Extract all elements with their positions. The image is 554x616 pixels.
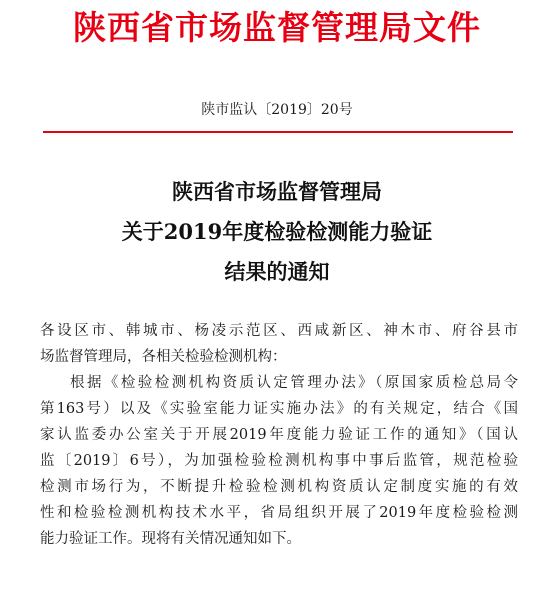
body-line-8: 性和检验检测机构技术水平，省局组织开展了2019年度检验检测 [40,505,518,521]
body-line-5: 家认监委办公室关于开展2019年度能力验证工作的通知》（国认 [40,427,518,443]
document-title [0,172,554,292]
body-line-4: 第163号）以及《实验室能力证实施办法》的有关规定，结合《国 [40,401,518,417]
body-line-6: 监〔2019〕6号），为加强检验检测机构事中事后监管，规范检验 [40,453,518,469]
title-line-3: 结果的通知 [224,259,330,284]
body-line-1: 各设区市、韩城市、杨凌示范区、西咸新区、神木市、府谷县市 [40,323,518,339]
body-line-9: 能力验证工作。现将有关情况通知如下。 [40,531,301,547]
title-line-1: 陕西省市场监督管理局 [172,179,382,204]
issuer-header: 陕西省市场监督管理局文件 [73,8,481,47]
body-line-7: 检测市场行为，不断提升检验检测机构资质认定制度实施的有效 [40,479,518,495]
document-body [40,318,518,552]
body-line-3: 根据《检验检测机构资质认定管理办法》（原国家质检总局令 [70,375,518,391]
body-line-2: 场监督管理局，各相关检验检测机构： [40,349,287,365]
document-number: 陕市监认〔2019〕20号 [201,102,353,118]
title-line-2: 关于2019年度检验检测能力验证 [121,219,433,244]
red-divider-line [43,131,513,133]
